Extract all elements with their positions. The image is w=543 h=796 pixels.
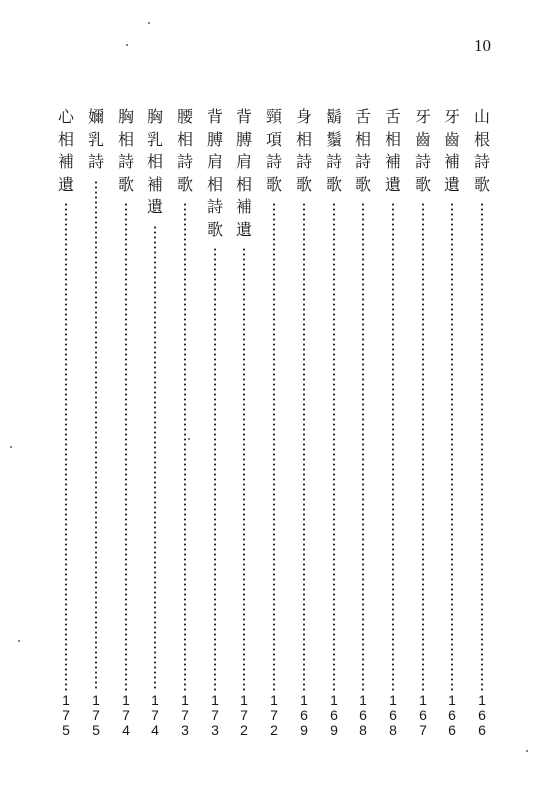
toc-entry[interactable] [262, 106, 286, 738]
dot-leader [392, 202, 394, 691]
dot-leader [362, 202, 364, 691]
toc-entry-title: 背 膊 肩 相 補 遺 [235, 107, 252, 239]
dot-leader [214, 247, 216, 691]
toc-entry-page: 1 7 5 [92, 692, 100, 738]
toc-entry-page: 1 7 5 [62, 692, 70, 738]
toc-entry-title: 鬍 鬚 詩 歌 [325, 107, 342, 194]
toc-entry-title: 胸 相 詩 歌 [117, 107, 134, 194]
scan-speck [148, 22, 150, 24]
toc-entry[interactable] [173, 106, 197, 738]
toc-entry-page: 1 7 3 [211, 692, 219, 738]
toc-entry[interactable] [351, 106, 375, 738]
toc-entry[interactable] [292, 106, 316, 738]
scan-speck [126, 44, 128, 46]
toc-entry-page: 1 7 2 [270, 692, 278, 738]
dot-leader [125, 202, 127, 691]
dot-leader [184, 202, 186, 691]
toc-entry[interactable] [232, 106, 256, 738]
toc-entry-page: 1 6 6 [448, 692, 456, 738]
dot-leader [273, 202, 275, 691]
toc-entry-title: 身 相 詩 歌 [295, 107, 312, 194]
toc-entry[interactable] [84, 106, 108, 738]
dot-leader [481, 202, 483, 691]
toc-entry-title: 腰 相 詩 歌 [176, 107, 193, 194]
toc-entry-title: 胸 乳 相 補 遺 [146, 107, 163, 216]
toc-entry[interactable] [54, 106, 78, 738]
scan-speck [18, 640, 20, 642]
toc-entry[interactable] [411, 106, 435, 738]
toc-entry-title: 山 根 詩 歌 [473, 107, 490, 194]
dot-leader [451, 202, 453, 691]
toc-entry[interactable] [440, 106, 464, 738]
dot-leader [422, 202, 424, 691]
toc-entry-page: 1 6 9 [300, 692, 308, 738]
toc-entry[interactable] [143, 106, 167, 738]
scan-speck [526, 750, 528, 752]
toc-entry-page: 1 6 8 [389, 692, 397, 738]
toc-entry-page: 1 7 4 [151, 692, 159, 738]
toc-entry-title: 牙 齒 詩 歌 [414, 107, 431, 194]
toc-entry-page: 1 7 4 [122, 692, 130, 738]
toc-entry-page: 1 6 7 [419, 692, 427, 738]
toc-entry-title: 牙 齒 補 遺 [443, 107, 460, 194]
toc-entry[interactable] [203, 106, 227, 738]
scan-speck [188, 438, 190, 440]
toc-entry-page: 1 7 3 [181, 692, 189, 738]
scan-speck [10, 446, 12, 448]
dot-leader [154, 225, 156, 692]
toc-entry-title: 頸 項 詩 歌 [265, 107, 282, 194]
dot-leader [333, 202, 335, 691]
toc-entry-title: 嬭 乳 詩 [87, 107, 104, 171]
toc-entry[interactable] [381, 106, 405, 738]
toc-entry[interactable] [114, 106, 138, 738]
dot-leader [95, 180, 97, 692]
toc-entry-title: 心 相 補 遺 [57, 107, 74, 194]
toc-entry[interactable] [470, 106, 494, 738]
dot-leader [65, 202, 67, 691]
toc-entry-page: 1 6 6 [478, 692, 486, 738]
dot-leader [243, 247, 245, 691]
toc-entry-title: 舌 相 詩 歌 [354, 107, 371, 194]
dot-leader [303, 202, 305, 691]
page-number: 10 [474, 36, 491, 55]
toc-entry-page: 1 6 9 [330, 692, 338, 738]
toc-entry-page: 1 6 8 [359, 692, 367, 738]
toc-entry-page: 1 7 2 [240, 692, 248, 738]
toc-entry[interactable] [322, 106, 346, 738]
toc-entry-title: 背 膊 肩 相 詩 歌 [206, 107, 223, 239]
toc-entry-title: 舌 相 補 遺 [384, 107, 401, 194]
